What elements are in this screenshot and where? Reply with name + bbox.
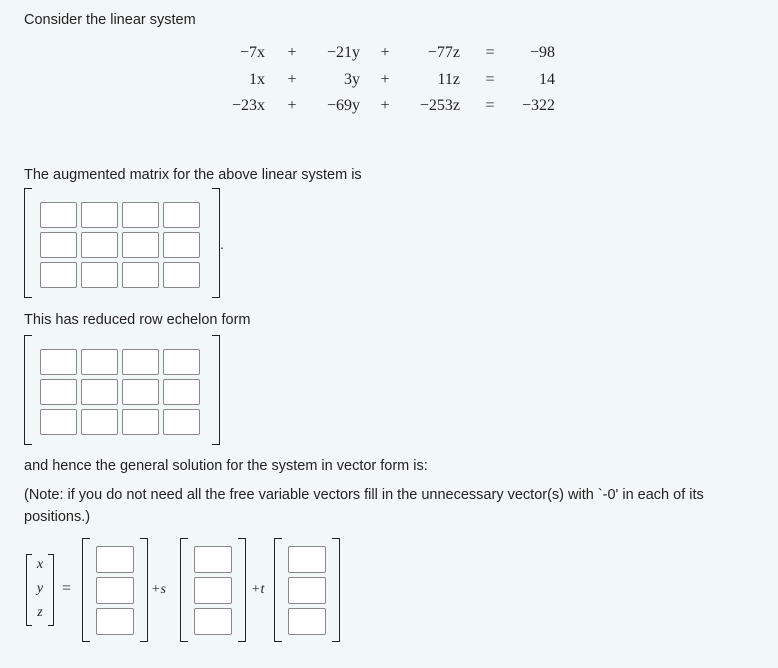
- general-solution-label: and hence the general solution for the system in vector form is:: [24, 458, 428, 474]
- t-grid: [286, 544, 328, 637]
- s-vector: [180, 538, 246, 642]
- aug-input-r3c3[interactable]: [122, 262, 159, 288]
- left-bracket: [82, 538, 90, 642]
- row2-z-term: 11z: [437, 71, 460, 88]
- rref-input-r1c4[interactable]: [163, 349, 200, 375]
- row1-x-term: −7x: [239, 44, 265, 61]
- augmented-matrix: [24, 188, 220, 298]
- var-y: y: [36, 581, 44, 596]
- row2-y-term: 3y: [344, 71, 360, 88]
- right-bracket: [238, 538, 246, 642]
- t-input-3[interactable]: [288, 608, 326, 635]
- plus-t: +t: [251, 582, 265, 597]
- var-x: x: [36, 557, 44, 572]
- row3-equals: =: [485, 97, 495, 114]
- row3-z-term: −253z: [419, 97, 460, 114]
- t-input-1[interactable]: [288, 546, 326, 573]
- particular-input-1[interactable]: [96, 546, 134, 573]
- plus-s: +s: [151, 582, 166, 597]
- left-bracket: [274, 538, 282, 642]
- rref-input-r1c1[interactable]: [40, 349, 77, 375]
- row3-plus-2: +: [380, 97, 390, 114]
- left-bracket: [24, 335, 32, 445]
- left-bracket: [24, 188, 32, 298]
- s-input-2[interactable]: [194, 577, 232, 604]
- augmented-grid: [38, 200, 202, 290]
- aug-input-r2c1[interactable]: [40, 232, 77, 258]
- row3-x-term: −23x: [231, 97, 265, 114]
- aug-input-r1c4[interactable]: [163, 202, 200, 228]
- row2-rhs: 14: [539, 71, 555, 88]
- s-grid: [192, 544, 234, 637]
- s-input-1[interactable]: [194, 546, 232, 573]
- rref-input-r2c2[interactable]: [81, 379, 118, 405]
- augmented-label: The augmented matrix for the above linear system is: [24, 167, 362, 183]
- aug-input-r1c1[interactable]: [40, 202, 77, 228]
- rref-matrix: [24, 335, 220, 445]
- aug-input-r1c3[interactable]: [122, 202, 159, 228]
- aug-input-r2c4[interactable]: [163, 232, 200, 258]
- rref-input-r2c4[interactable]: [163, 379, 200, 405]
- period: .: [220, 236, 224, 252]
- row1-plus-1: +: [287, 44, 297, 61]
- rref-input-r2c1[interactable]: [40, 379, 77, 405]
- rref-input-r3c1[interactable]: [40, 409, 77, 435]
- rref-input-r1c2[interactable]: [81, 349, 118, 375]
- right-bracket: [140, 538, 148, 642]
- note-text: (Note: if you do not need all the free variable vectors fill in the unnecessary vector(s) with `-0' in each of its positions.): [24, 487, 704, 525]
- rref-input-r1c3[interactable]: [122, 349, 159, 375]
- aug-input-r3c4[interactable]: [163, 262, 200, 288]
- left-bracket: [180, 538, 188, 642]
- solution-equals: =: [62, 580, 72, 597]
- rref-input-r3c3[interactable]: [122, 409, 159, 435]
- row1-y-term: −21y: [326, 44, 360, 61]
- rref-label: This has reduced row echelon form: [24, 312, 251, 328]
- rref-input-r2c3[interactable]: [122, 379, 159, 405]
- variable-vector: [26, 554, 54, 626]
- row3-y-term: −69y: [326, 97, 360, 114]
- particular-input-3[interactable]: [96, 608, 134, 635]
- t-vector: [274, 538, 340, 642]
- aug-input-r3c2[interactable]: [81, 262, 118, 288]
- rref-input-r3c2[interactable]: [81, 409, 118, 435]
- particular-input-2[interactable]: [96, 577, 134, 604]
- right-bracket: [332, 538, 340, 642]
- row3-rhs: −322: [521, 97, 555, 114]
- row1-plus-2: +: [380, 44, 390, 61]
- rref-grid: [38, 347, 202, 437]
- row1-rhs: −98: [529, 44, 555, 61]
- row2-plus-1: +: [287, 71, 297, 88]
- rref-input-r3c4[interactable]: [163, 409, 200, 435]
- aug-input-r2c3[interactable]: [122, 232, 159, 258]
- row1-z-term: −77z: [427, 44, 460, 61]
- aug-input-r3c1[interactable]: [40, 262, 77, 288]
- particular-vector: [82, 538, 148, 642]
- t-input-2[interactable]: [288, 577, 326, 604]
- aug-input-r1c2[interactable]: [81, 202, 118, 228]
- right-bracket: [212, 335, 220, 445]
- row2-plus-2: +: [380, 71, 390, 88]
- right-bracket: [212, 188, 220, 298]
- aug-input-r2c2[interactable]: [81, 232, 118, 258]
- particular-grid: [94, 544, 136, 637]
- var-z: z: [37, 605, 43, 620]
- row3-plus-1: +: [287, 97, 297, 114]
- row1-equals: =: [485, 44, 495, 61]
- row2-equals: =: [485, 71, 495, 88]
- s-input-3[interactable]: [194, 608, 232, 635]
- row2-x-term: 1x: [249, 71, 265, 88]
- intro-text: Consider the linear system: [24, 12, 196, 28]
